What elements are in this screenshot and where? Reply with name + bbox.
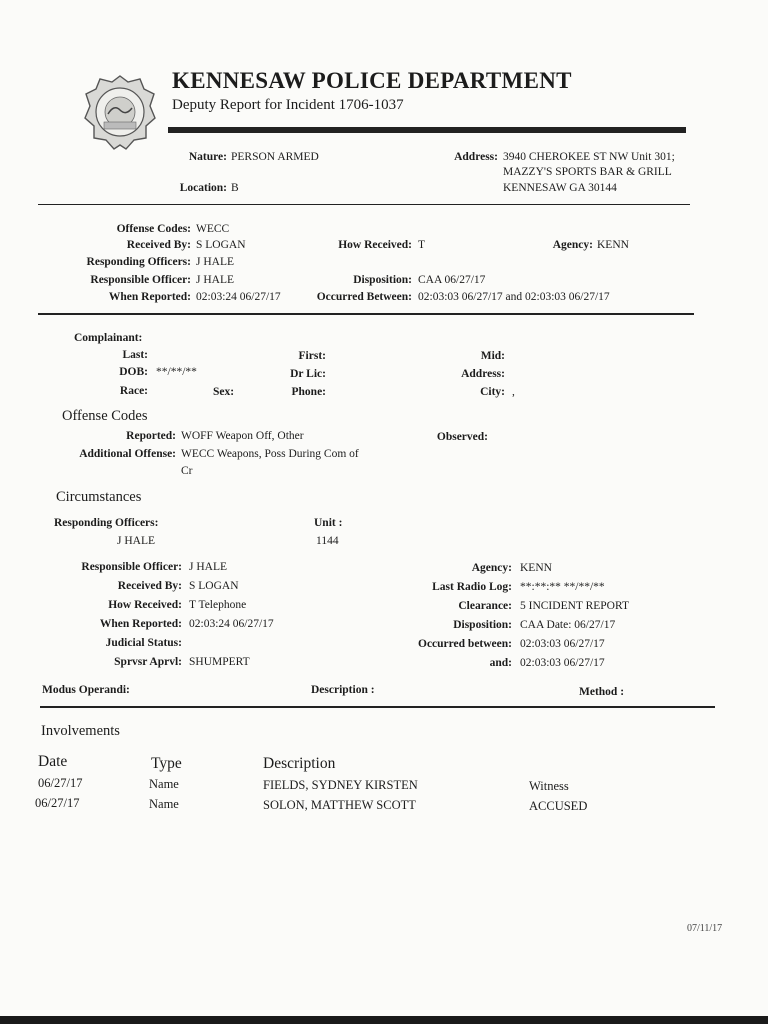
- offense-codes-label: Offense Codes:: [116, 223, 191, 235]
- police-seal-logo: [84, 74, 156, 150]
- circ-received-by-value: S LOGAN: [189, 580, 239, 592]
- circ-received-by-label: Received By:: [117, 580, 182, 592]
- circ-disposition-value: CAA Date: 06/27/17: [520, 619, 616, 631]
- and-label: and:: [489, 657, 512, 669]
- method-label: Method :: [579, 686, 625, 698]
- radio-log-label: Last Radio Log:: [432, 581, 512, 593]
- print-date: 07/11/17: [687, 923, 723, 934]
- circ-when-reported-value: 02:03:24 06/27/17: [189, 618, 274, 630]
- circ-agency-label: Agency:: [471, 562, 512, 574]
- circ-responsible-label: Responsible Officer:: [81, 561, 182, 573]
- nature-value: PERSON ARMED: [231, 151, 319, 163]
- judicial-status-label: Judicial Status:: [105, 637, 182, 649]
- dob-label: DOB:: [119, 366, 148, 378]
- circ-occurred-label: Occurred between:: [418, 638, 512, 650]
- involvement-role: ACCUSED: [529, 799, 588, 813]
- responding-officers-value: J HALE: [196, 256, 235, 268]
- circ-how-received-value: T Telephone: [189, 599, 247, 611]
- report-subtitle: Deputy Report for Incident 1706-1037: [172, 97, 404, 113]
- involvement-type: Name: [149, 797, 179, 811]
- involvement-description: SOLON, MATTHEW SCOTT: [263, 798, 416, 812]
- offense-codes-value: WECC: [196, 223, 230, 235]
- incident-rule: [38, 313, 694, 315]
- dob-value: **/**/**: [156, 366, 197, 378]
- location-label: Location:: [179, 182, 227, 194]
- involvement-date: 06/27/17: [35, 796, 80, 810]
- occurred-between-label: Occurred Between:: [316, 291, 412, 303]
- unit-value: 1144: [316, 535, 339, 547]
- nature-label: Nature:: [188, 151, 227, 163]
- location-value: B: [231, 182, 239, 194]
- circ-disposition-label: Disposition:: [453, 619, 512, 631]
- how-received-label: How Received:: [338, 239, 412, 251]
- circ-how-received-label: How Received:: [108, 599, 182, 611]
- complainant-heading: Complainant:: [74, 332, 143, 344]
- responsible-officer-label: Responsible Officer:: [90, 274, 191, 286]
- city-value: ,: [512, 386, 515, 398]
- additional-offense-label: Additional Offense:: [79, 448, 176, 460]
- agency-value: KENN: [597, 239, 629, 251]
- first-label: First:: [298, 350, 326, 362]
- complainant-address-label: Address:: [461, 368, 505, 380]
- disposition-label: Disposition:: [353, 274, 412, 286]
- reported-label: Reported:: [126, 430, 176, 442]
- type-column-header: Type: [151, 755, 182, 772]
- circ-responsible-value: J HALE: [189, 561, 228, 573]
- address-line-1: 3940 CHEROKEE ST NW Unit 301;: [503, 151, 675, 163]
- description-label: Description :: [311, 684, 375, 696]
- observed-label: Observed:: [436, 431, 488, 443]
- circ-agency-value: KENN: [520, 562, 552, 574]
- when-reported-label: When Reported:: [108, 291, 191, 303]
- modus-operandi-label: Modus Operandi:: [42, 684, 130, 696]
- circ-responding-label: Responding Officers:: [54, 517, 159, 529]
- sprvsr-label: Sprvsr Aprvl:: [114, 656, 182, 668]
- address-line-2: MAZZY'S SPORTS BAR & GRILL: [503, 166, 672, 178]
- date-column-header: Date: [38, 753, 68, 770]
- involvement-type: Name: [149, 777, 179, 791]
- involvement-role: Witness: [529, 779, 569, 793]
- additional-offense-line-1: WECC Weapons, Poss During Com of: [181, 448, 359, 460]
- department-title: KENNESAW POLICE DEPARTMENT: [172, 68, 572, 93]
- unit-label: Unit :: [314, 517, 343, 529]
- offense-codes-heading: Offense Codes: [62, 408, 148, 424]
- responding-officers-label: Responding Officers:: [86, 256, 191, 268]
- clearance-label: Clearance:: [458, 600, 512, 612]
- reported-value: WOFF Weapon Off, Other: [181, 430, 304, 442]
- radio-log-value: **:**:** **/**/**: [520, 581, 605, 593]
- address-label: Address:: [454, 151, 498, 163]
- sex-label: Sex:: [213, 386, 235, 398]
- when-reported-value: 02:03:24 06/27/17: [196, 291, 281, 303]
- involvement-date: 06/27/17: [38, 776, 83, 790]
- description-column-header: Description: [263, 755, 336, 772]
- summary-rule: [38, 204, 690, 205]
- agency-label: Agency:: [552, 239, 593, 251]
- address-line-3: KENNESAW GA 30144: [503, 182, 617, 194]
- city-label: City:: [480, 386, 505, 398]
- race-label: Race:: [119, 385, 148, 397]
- how-received-value: T: [418, 239, 426, 251]
- additional-offense-line-2: Cr: [181, 465, 193, 477]
- involvement-description: FIELDS, SYDNEY KIRSTEN: [263, 778, 418, 792]
- circumstances-heading: Circumstances: [56, 489, 142, 505]
- last-label: Last:: [122, 349, 148, 361]
- phone-label: Phone:: [291, 386, 326, 398]
- circ-occurred-value: 02:03:03 06/27/17: [520, 638, 605, 650]
- page-bottom-edge: [0, 1016, 768, 1024]
- sprvsr-value: SHUMPERT: [189, 656, 250, 668]
- header-rule: [168, 127, 686, 133]
- received-by-value: S LOGAN: [196, 239, 246, 251]
- occurred-between-value: 02:03:03 06/27/17 and 02:03:03 06/27/17: [418, 291, 610, 303]
- circ-responding-value: J HALE: [117, 535, 156, 547]
- drlic-label: Dr Lic:: [290, 368, 326, 380]
- clearance-value: 5 INCIDENT REPORT: [520, 600, 629, 612]
- circ-when-reported-label: When Reported:: [99, 618, 182, 630]
- and-value: 02:03:03 06/27/17: [520, 657, 605, 669]
- disposition-value: CAA 06/27/17: [418, 274, 486, 286]
- circumstances-rule: [40, 706, 715, 708]
- mid-label: Mid:: [480, 350, 505, 362]
- responsible-officer-value: J HALE: [196, 274, 235, 286]
- received-by-label: Received By:: [126, 239, 191, 251]
- involvements-heading: Involvements: [41, 723, 120, 739]
